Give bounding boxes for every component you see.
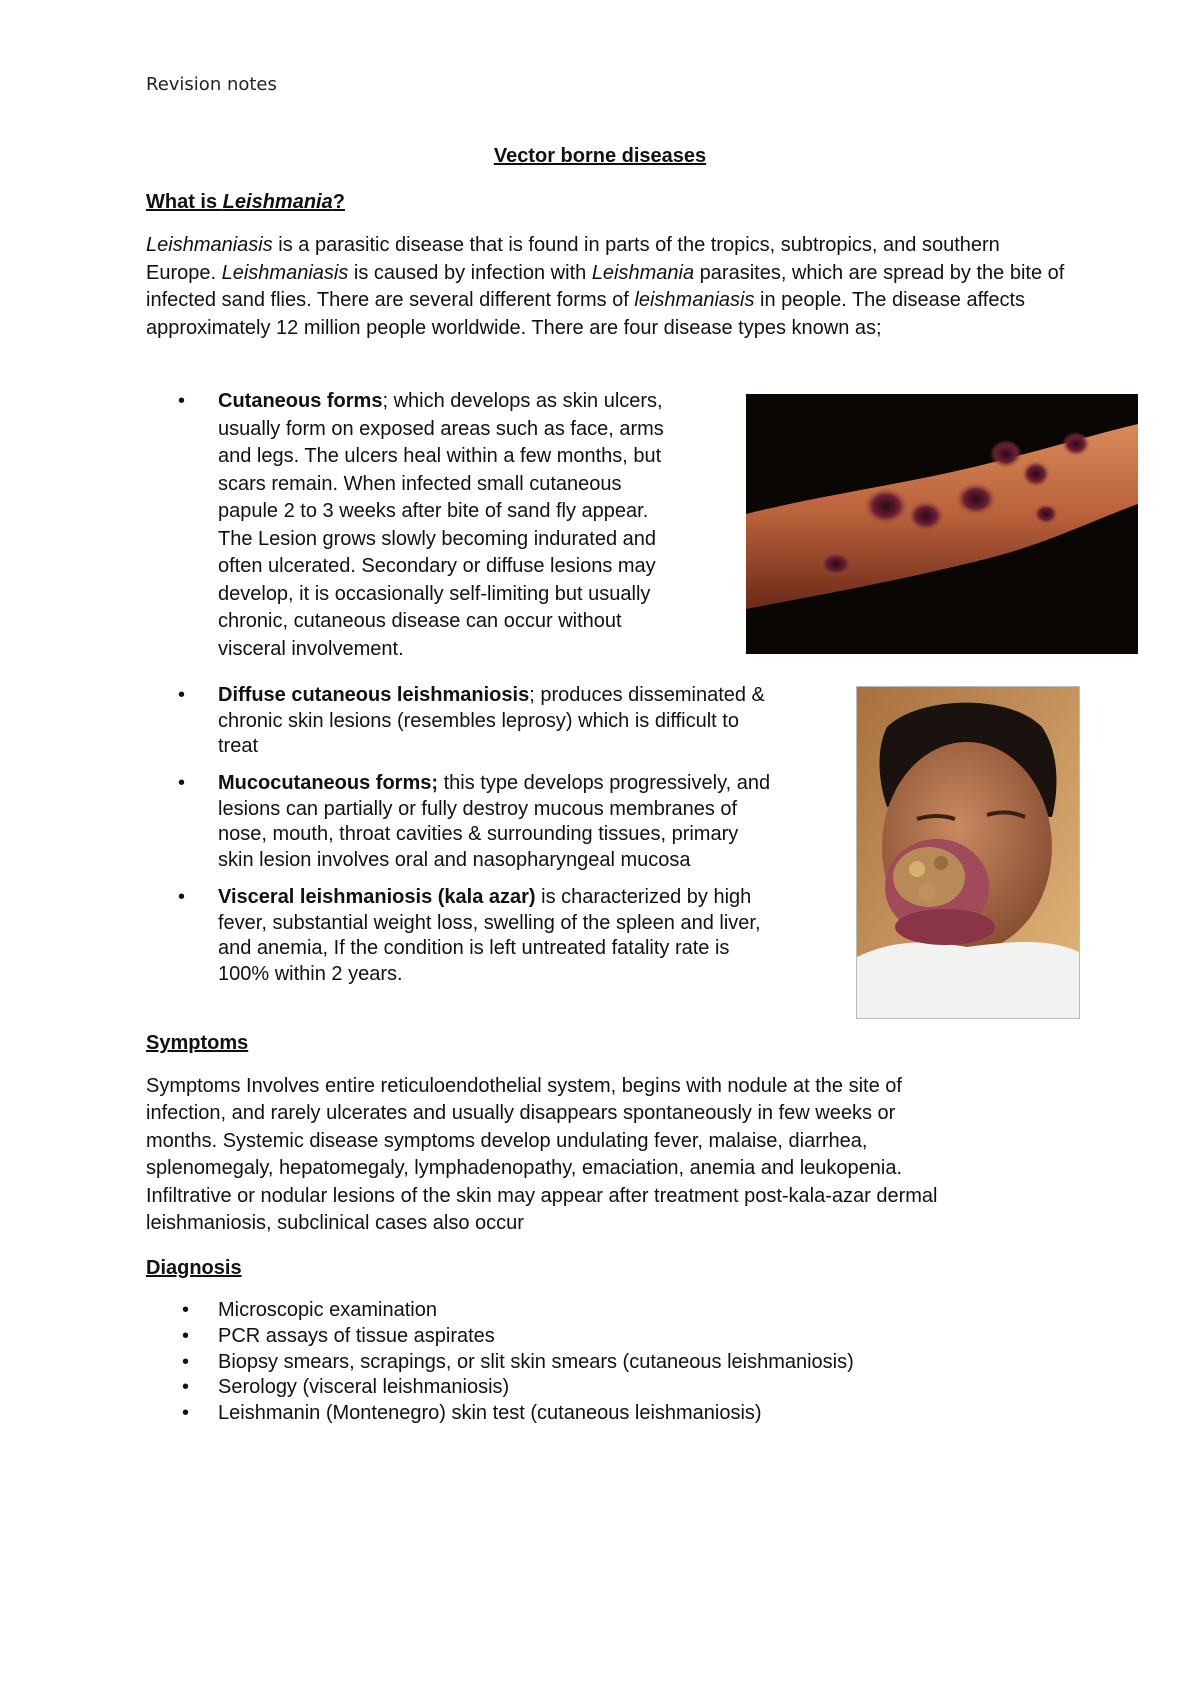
form-text-line: ; which develops as skin ulcers,	[382, 390, 663, 412]
bullet-marker: •	[178, 684, 186, 706]
running-header: Revision notes	[146, 74, 277, 95]
form-text-line: often ulcerated. Secondary or diffuse lesions may	[218, 555, 656, 577]
section-heading-diagnosis: Diagnosis	[146, 1257, 242, 1279]
form-text-line: fever, substantial weight loss, swelling of the spleen and liver,	[218, 911, 761, 934]
form-text-line: treat	[218, 735, 259, 757]
form-text-line: chronic skin lesions (resembles leprosy) which is difficult to	[218, 709, 739, 732]
diagnosis-item: • Biopsy smears, scrapings, or slit skin smears (cutaneous leishmaniosis)	[178, 1350, 854, 1376]
face-lesion-photo	[856, 686, 1080, 1019]
form-text-line: visceral involvement.	[218, 637, 404, 660]
form-name: Mucocutaneous forms;	[218, 772, 439, 794]
form-name: Cutaneous forms	[218, 390, 383, 412]
form-text-line: this type develops progressively, and	[438, 772, 771, 794]
bullet-marker: •	[178, 772, 186, 794]
document-title: Vector borne diseases	[493, 145, 707, 167]
form-text-line: chronic, cutaneous disease can occur without	[218, 610, 622, 632]
form-text-line: nose, mouth, throat cavities & surrounding tissues, primary	[218, 823, 739, 845]
symptoms-line: leishmaniosis, subclinical cases also occur	[146, 1212, 524, 1235]
form-text-line: lesions can partially or fully destroy mucous membranes of	[218, 797, 738, 820]
form-text-line: 100% within 2 years.	[218, 962, 403, 985]
symptoms-paragraph	[146, 1073, 1066, 1237]
form-text-line: is characterized by high	[535, 886, 752, 908]
intro-run: is caused by infection with	[348, 261, 592, 284]
symptoms-line: Infiltrative or nodular lesions of the skin may appear after treatment post-kala-azar dermal	[146, 1184, 938, 1207]
form-name: Visceral leishmaniosis (kala azar)	[218, 886, 536, 908]
intro-run: Leishmaniasis	[221, 261, 349, 284]
form-text-line: usually form on exposed areas such as face, arms	[218, 417, 664, 440]
arm-lesions-photo	[746, 394, 1138, 654]
intro-run: parasites, which are spread by the bite of infected sand flies. There are several different forms of	[146, 261, 1065, 311]
form-text-line: and anemia, If the condition is left untreated fatality rate is	[218, 937, 730, 959]
form-text-line: The Lesion grows slowly becoming indurated and	[218, 527, 657, 550]
diffuse-cutaneous-text	[218, 683, 765, 760]
cutaneous-text	[218, 388, 664, 663]
symptoms-line: splenomegaly, hepatomegaly, lymphadenopathy, emaciation, anemia and leukopenia.	[146, 1157, 903, 1180]
intro-run: in people. The disease affects approximately 12 million people worldwide. There are four disease types known as;	[146, 289, 1026, 339]
intro-run: Leishmaniasis	[146, 234, 273, 256]
form-text-line: scars remain. When infected small cutaneous	[218, 472, 622, 495]
form-name: Diffuse cutaneous leishmaniosis	[218, 684, 530, 706]
form-text-line: and legs. The ulcers heal within a few months, but	[218, 445, 662, 467]
intro-run: leishmaniasis	[634, 289, 755, 311]
symptoms-line: months. Systemic disease symptoms develop undulating fever, malaise, diarrhea,	[146, 1129, 868, 1152]
symptoms-line: Symptoms Involves entire reticuloendothelial system, begins with nodule at the site of	[146, 1075, 902, 1097]
diagnosis-item: • Leishmanin (Montenegro) skin test (cutaneous leishmaniosis)	[178, 1401, 854, 1427]
mucocutaneous-text	[218, 771, 770, 873]
diagnosis-item: • Serology (visceral leishmaniosis)	[178, 1375, 854, 1401]
intro-run: Leishmania	[591, 261, 695, 284]
section-heading-symptoms: Symptoms	[146, 1032, 249, 1054]
diagnosis-item: • Microscopic examination	[178, 1298, 854, 1324]
bullet-marker: •	[178, 390, 186, 412]
form-text-line: develop, it is occasionally self-limiting but usually	[218, 582, 651, 605]
diagnosis-item: • PCR assays of tissue aspirates	[178, 1324, 854, 1350]
bullet-marker: •	[178, 886, 186, 908]
intro-run: is a parasitic disease that is found in parts of the tropics, subtropics, and southern Europe.	[146, 234, 1000, 284]
form-text-line: skin lesion involves oral and nasopharyngeal mucosa	[218, 848, 691, 871]
symptoms-line: infection, and rarely ulcerates and usually disappears spontaneously in few weeks or	[146, 1102, 896, 1125]
intro-paragraph	[146, 232, 1066, 342]
form-text-line: ; produces disseminated &	[529, 684, 765, 706]
visceral-text	[218, 885, 761, 987]
diagnosis-list	[178, 1298, 854, 1427]
section-heading-what-is: What is Leishmania?	[146, 191, 345, 213]
form-text-line: papule 2 to 3 weeks after bite of sand fly appear.	[218, 500, 649, 522]
